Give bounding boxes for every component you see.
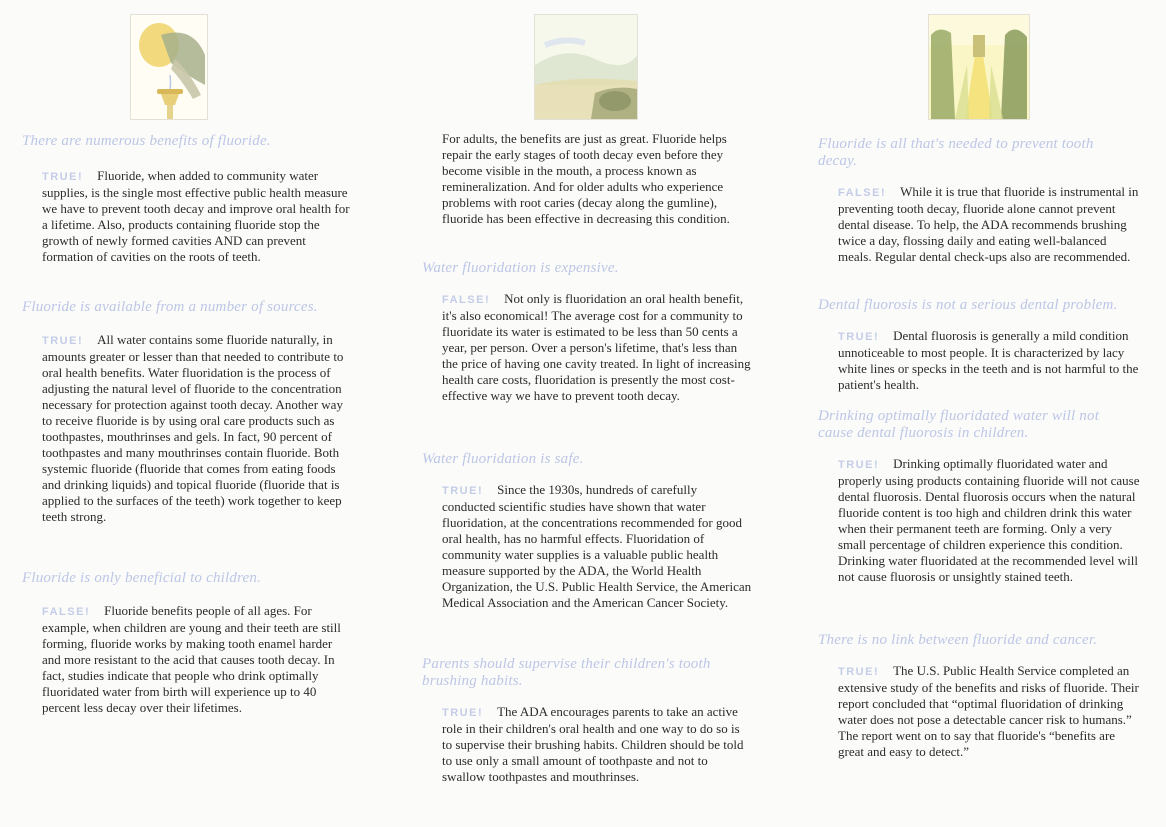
- section-body: TRUE! Dental fluorosis is generally a mild condition unnoticeable to most people. It is characterized by lacy white lines or specks in the teeth and is not harmful to the patient's health.: [838, 328, 1139, 392]
- section-body: TRUE! Drinking optimally fluoridated water and properly using products containing fluoride will not cause dental fluorosis. Dental fluorosis occurs when the natural fluoride content is too high and children drink this water when their permanent teeth are forming. Only a very small percentage of children experience this condition. Drinking water fluoridated at the recommended level will not cause fluorosis or unsightly stained teeth.: [838, 456, 1140, 584]
- section-adults-intro: [422, 131, 752, 227]
- true-false-tag: TRUE!: [42, 171, 84, 183]
- section-heading: Parents should supervise their children's tooth brushing habits.: [422, 656, 711, 689]
- true-false-tag: TRUE!: [442, 485, 484, 497]
- true-false-tag: TRUE!: [838, 666, 880, 678]
- section-body: TRUE! All water contains some fluoride naturally, in amounts greater or lesser than that needed to contribute to oral health benefits. Water fluoridation is the process of adjusting the natural level of fluoride to the concentration necessary for protection against tooth decay. Another way to receive fluoride is by using oral care products such as toothpastes, mouthrinses and gels. In fact, 90 percent of toothpastes and many mouthrinses contain fluoride. Both systemic fluoride (fluoride that comes from eating foods and drinking liquids) and topical fluoride (fluoride that is applied to the surfaces of the teeth) work together to keep teeth strong.: [42, 332, 344, 524]
- true-false-tag: TRUE!: [838, 459, 880, 471]
- section-heading: There is no link between fluoride and cancer.: [818, 632, 1098, 648]
- true-false-tag: FALSE!: [442, 294, 491, 306]
- section-fluorosis-children: [818, 408, 1140, 585]
- section-heading: Fluoride is only beneficial to children.: [22, 570, 262, 586]
- section-cancer: [818, 632, 1140, 760]
- section-body: TRUE! Since the 1930s, hundreds of carefully conducted scientific studies have shown that water fluoridation, at the concentrations recommended for good oral health, has no harmful effects. Fluoridation of community water supplies is a valuable public health measure supported by the ADA, the World Health Organization, the U.S. Public Health Service, the American Medical Association and the American Cancer Society.: [442, 482, 752, 610]
- section-body: FALSE! While it is true that fluoride is instrumental in preventing tooth decay, fluoride alone cannot prevent dental disease. To help, the ADA recommends brushing twice a day, flossing daily and eating well-balanced meals. Regular dental check-ups also are recommended.: [838, 184, 1139, 264]
- section-heading: Dental fluorosis is not a serious dental problem.: [818, 297, 1118, 313]
- section-body: FALSE! Not only is fluoridation an oral health benefit, it's also economical! The average cost for a community to fluoridate its water is estimated to be less than 50 cents a year, per person. Over a person's lifetime, that's less than the price of having one cavity treated. In light of increasing health care costs, fluoridation is presently the most cost-effective way we have to prevent tooth decay.: [442, 291, 751, 403]
- section-heading: Fluoride is all that's needed to prevent tooth decay.: [818, 136, 1094, 169]
- intro-paragraph: For adults, the benefits are just as great. Fluoride helps repair the early stages of tooth decay even before they become visible in the mouth, a process known as remineralization. And for older adults who experience problems with root caries (decay along the gumline), fluoride has been effective in decreasing this condition.: [442, 131, 730, 226]
- true-false-tag: TRUE!: [42, 335, 84, 347]
- section-body: TRUE! The U.S. Public Health Service completed an extensive study of the benefits and risks of fluoride. Their report concluded that “optimal fluoridation of drinking water does not pose a detectable cancer risk to humans.” The report went on to say that fluoride's “benefits are great and easy to detect.”: [838, 663, 1139, 759]
- true-false-tag: TRUE!: [838, 331, 880, 343]
- true-false-tag: FALSE!: [42, 606, 91, 618]
- section-fluorosis-not-serious: [818, 297, 1140, 393]
- section-heading: Water fluoridation is expensive.: [422, 260, 619, 276]
- section-heading: Drinking optimally fluoridated water will not cause dental fluorosis in children.: [818, 408, 1100, 441]
- column-2: [422, 0, 752, 827]
- section-all-needed: [818, 136, 1140, 265]
- column-3: [818, 0, 1140, 827]
- section-heading: There are numerous benefits of fluoride.: [22, 133, 271, 149]
- column-1: [22, 0, 350, 827]
- section-heading: Water fluoridation is safe.: [422, 451, 584, 467]
- true-false-tag: TRUE!: [442, 707, 484, 719]
- section-benefits: [22, 133, 350, 265]
- section-safe: [422, 451, 752, 611]
- landscape-watercolor-illustration: [534, 14, 638, 120]
- true-false-tag: FALSE!: [838, 187, 887, 199]
- section-heading: Fluoride is available from a number of sources.: [22, 299, 318, 315]
- section-body: TRUE! The ADA encourages parents to take an active role in their children's oral health and one way to do so is to supervise their brushing habits. Children should be told to use only a small amount of toothpaste and not to swallow toothpastes and mouthrinses.: [442, 704, 744, 784]
- section-children-only: [22, 570, 350, 716]
- section-body: TRUE! Fluoride, when added to community water supplies, is the single most effective public health measure we have to prevent tooth decay and improve oral health for a lifetime. Also, products containing fluoride stop the growth of newly formed cavities AND can prevent formation of cavities on the roots of teeth.: [42, 168, 350, 264]
- section-expensive: [422, 260, 752, 404]
- section-sources: [22, 299, 350, 525]
- section-body: FALSE! Fluoride benefits people of all ages. For example, when children are young and their teeth are still forming, fluoride works by making tooth enamel harder and more resistant to the acid that causes tooth decay. In fact, studies indicate that people who drink optimally fluoridated water from birth will experience up to 40 percent less decay over their lifetimes.: [42, 603, 341, 715]
- child-at-drinking-fountain-illustration: [130, 14, 208, 120]
- section-parents: [422, 656, 752, 785]
- garden-path-illustration: [928, 14, 1030, 120]
